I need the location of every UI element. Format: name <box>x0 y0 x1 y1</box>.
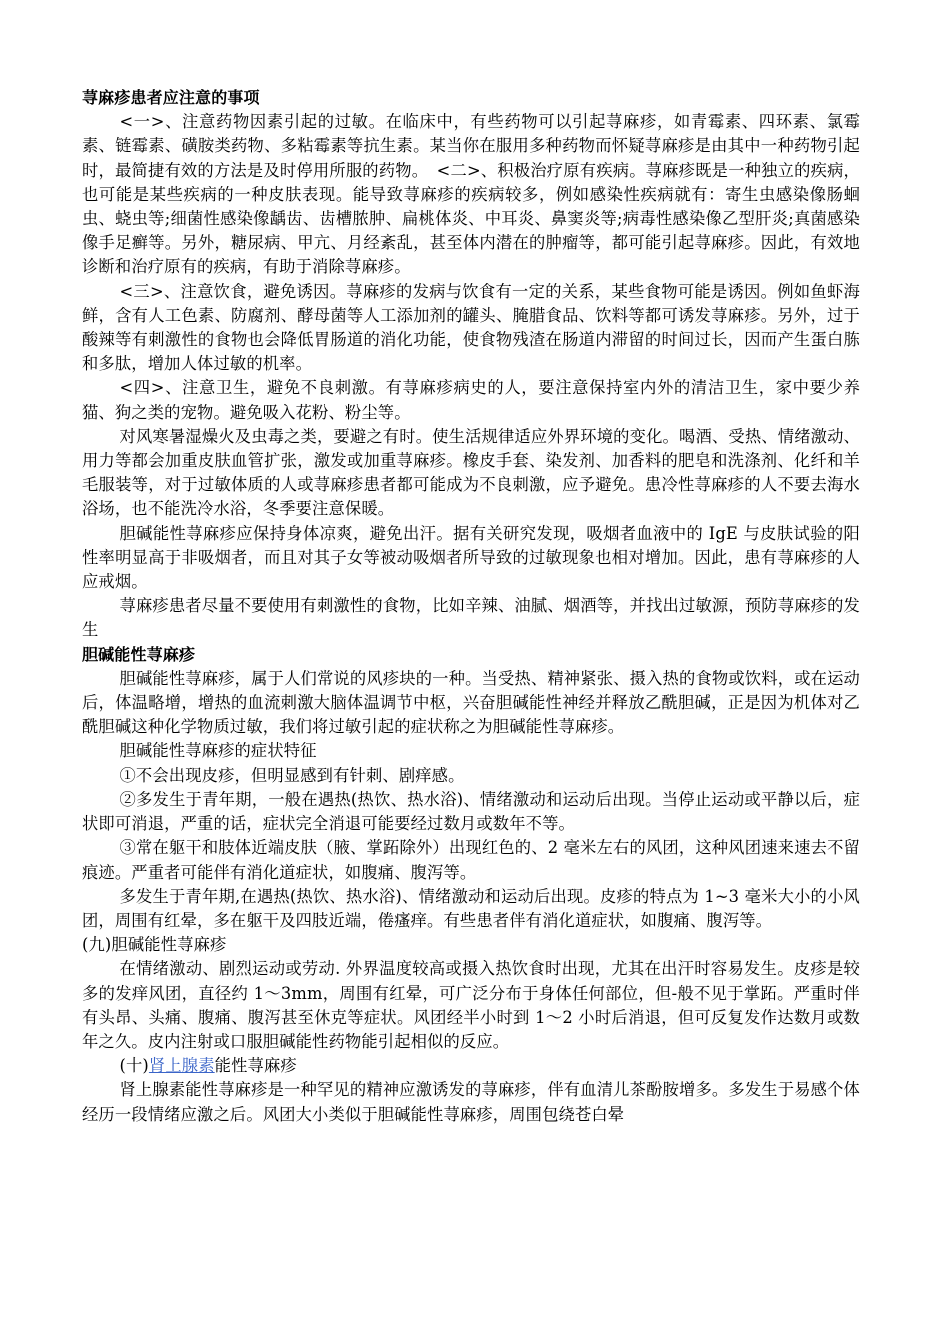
section-10-heading <box>82 1054 860 1078</box>
paragraph: <四>、注意卫生，避免不良刺激。有荨麻疹病史的人，要注意保持室内外的清洁卫生，家中要少养猫、狗之类的宠物。避免吸入花粉、粉尘等。 <box>82 378 860 422</box>
paragraph: 胆碱能性荨麻疹应保持身体凉爽，避免出汗。据有关研究发现，吸烟者血液中的 IgE 与皮肤试验的阳性率明显高于非吸烟者，而且对其子女等被动吸烟者所导致的过敏现象也相对增加。因此，患有荨麻疹的人应戒烟。 <box>82 523 860 592</box>
page-title: 荨麻疹患者应注意的事项 <box>82 88 260 107</box>
section-9-heading: (九)胆碱能性荨麻疹 <box>82 935 227 955</box>
paragraph: 肾上腺素能性荨麻疹是一种罕见的精神应激诱发的荨麻疹，伴有血清儿茶酚胺增多。多发生于易感个体经历一段情绪应激之后。风团大小类似于胆碱能性荨麻疹，周围包绕苍白晕 <box>82 1080 860 1124</box>
section-heading: 胆碱能性荨麻疹 <box>82 644 196 664</box>
list-item: ③常在躯干和肢体近端皮肤（腋、掌跖除外）出现红色的、2 毫米左右的风团，这种风团速来速去不留痕迹。严重者可能伴有消化道症状，如腹痛、腹泻等。 <box>82 838 860 882</box>
section-10-prefix: (十) <box>119 1056 149 1076</box>
document-page <box>82 86 860 1127</box>
paragraph: 对风寒暑湿燥火及虫毒之类，要避之有时。使生活规律适应外界环境的变化。喝酒、受热、情绪激动、用力等都会加重皮肤血管扩张，激发或加重荨麻疹。橡皮手套、染发剂、加香料的肥皂和洗涤剂、化纤和羊毛服装等，对于过敏体质的人或荨麻疹患者都可能成为不良刺激，应予避免。患冷性荨麻疹的人不要去海水浴场，也不能洗冷水浴，冬季要注意保暖。 <box>82 426 860 519</box>
list-item: ①不会出现皮疹，但明显感到有针刺、剧痒感。 <box>119 765 465 785</box>
subheading: 胆碱能性荨麻疹的症状特征 <box>119 741 317 761</box>
section-10-suffix: 能性荨麻疹 <box>214 1056 297 1076</box>
paragraph: 荨麻疹患者尽量不要使用有刺激性的食物，比如辛辣、油腻、烟酒等，并找出过敏源，预防荨麻疹的发生 <box>82 596 860 640</box>
paragraph: <一>、注意药物因素引起的过敏。在临床中，有些药物可以引起荨麻疹，如青霉素、四环素、氯霉素、链霉素、磺胺类药物、多粘霉素等抗生素。某当你在服用多种药物而怀疑荨麻疹是由其中一种药物引起时，最简捷有效的方法是及时停用所服的药物。 <二>、积极治疗原有疾病。荨麻疹既是一种独立的疾病，也可能是某些疾病的一种皮肤表现。能导致荨麻疹的疾病较多，例如感染性疾病就有：寄生虫感染像肠蛔虫、蛲虫等;细菌性感染像龋齿、齿槽脓肿、扁桃体炎、中耳炎、鼻窦炎等;病毒性感染像乙型肝炎;真菌感染像手足癣等。另外，糖尿病、甲亢、月经紊乱，甚至体内潜在的肿瘤等，都可能引起荨麻疹。因此，有效地诊断和治疗原有的疾病，有助于消除荨麻疹。 <box>82 112 860 277</box>
paragraph: 胆碱能性荨麻疹，属于人们常说的风疹块的一种。当受热、精神紧张、摄入热的食物或饮料，或在运动后，体温略增，增热的血流刺激大脑体温调节中枢，兴奋胆碱能性神经并释放乙酰胆碱，正是因为机体对乙酰胆碱这种化学物质过敏，我们将过敏引起的症状称之为胆碱能性荨麻疹。 <box>82 668 860 737</box>
paragraph: 在情绪激动、剧烈运动或劳动. 外界温度较高或摄入热饮食时出现，尤其在出汗时容易发生。皮疹是较多的发痒风团，直径约 1～3mm，周围有红晕，可广泛分布于身体任何部位，但-般不见于掌跖。严重时伴有头昂、头痛、腹痛、腹泻甚至休克等症状。风团经半小时到 1～2 小时后消退，但可反复发作达数月或数年之久。皮内注射或口服胆碱能性药物能引起相似的反应。 <box>82 959 860 1051</box>
adrenaline-link[interactable]: 肾上腺素 <box>148 1056 215 1076</box>
paragraph: 多发生于青年期,在遇热(热饮、热水浴)、情绪激动和运动后出现。皮疹的特点为 1~3 毫米大小的小风团，周围有红晕，多在躯干及四肢近端，倦瘙痒。有些患者伴有消化道症状，如腹痛、腹泻等。 <box>82 886 860 930</box>
list-item: ②多发生于青年期，一般在遇热(热饮、热水浴)、情绪激动和运动后出现。当停止运动或平静以后，症状即可消退，严重的话，症状完全消退可能要经过数月或数年不等。 <box>82 789 860 834</box>
paragraph: <三>、注意饮食，避免诱因。荨麻疹的发病与饮食有一定的关系，某些食物可能是诱因。例如鱼虾海鲜，含有人工色素、防腐剂、酵母菌等人工添加剂的罐头、腌腊食品、饮料等都可诱发荨麻疹。另外，过于酸辣等有刺激性的食物也会降低胃肠道的消化功能，使食物残渣在肠道内滞留的时间过长，因而产生蛋白胨和多肽，增加人体过敏的机率。 <box>82 281 860 374</box>
